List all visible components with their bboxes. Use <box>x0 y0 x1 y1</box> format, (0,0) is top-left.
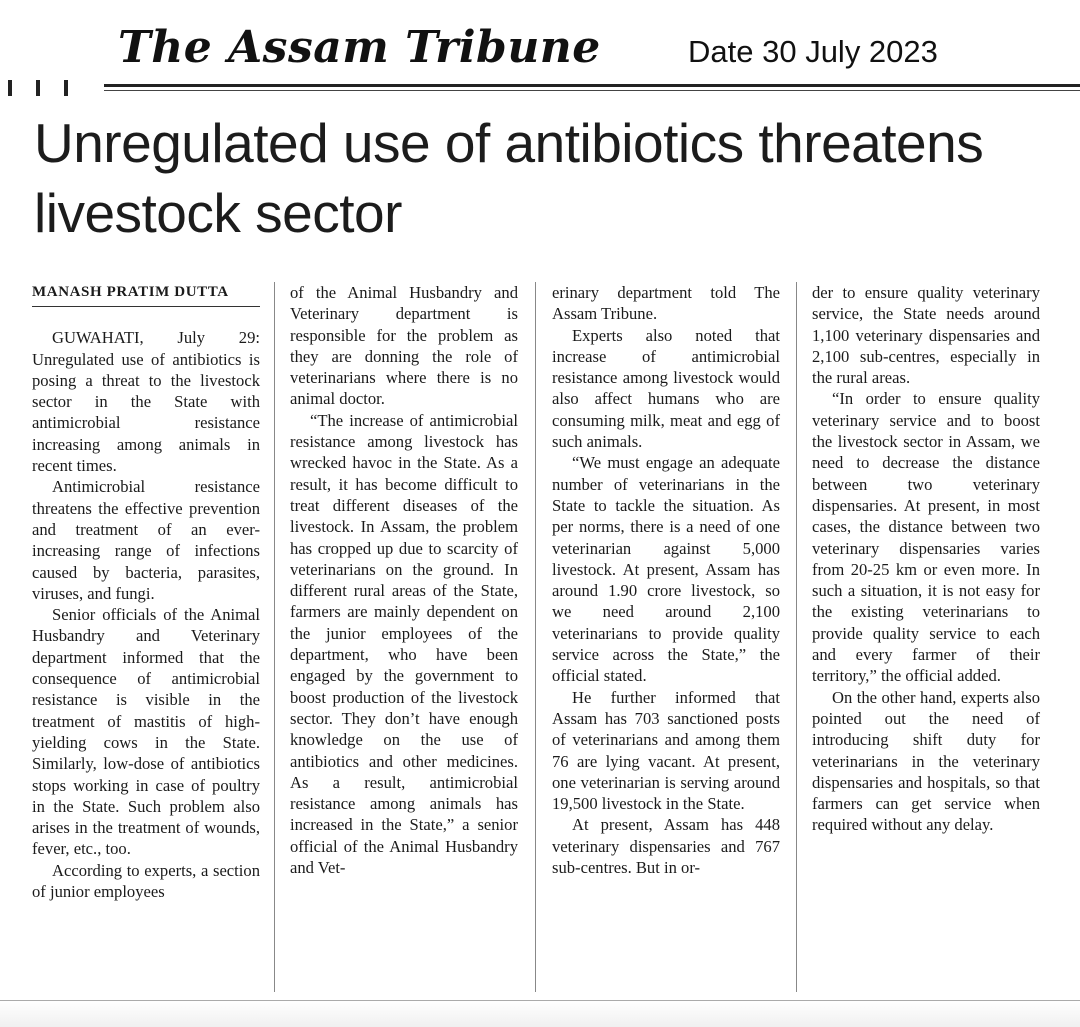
column-divider <box>535 282 536 992</box>
column-divider <box>274 282 275 992</box>
article-headline: Unregulated use of antibiotics threatens livestock sector <box>34 112 984 244</box>
date-label: Date 30 July 2023 <box>688 34 938 69</box>
header-rule-thin <box>104 90 1080 91</box>
article-column-4 <box>812 282 1040 836</box>
paragraph: He further informed that Assam has 703 sanctioned posts of veterinarians and among them 76 are lying vacant. At present, one veterinarian is serving around 19,500 livestock in the State. <box>552 687 780 814</box>
paragraph: Experts also noted that increase of antimicrobial resistance among livestock would also affect humans who are consuming milk, meat and egg of such animals. <box>552 325 780 452</box>
paragraph: Antimicrobial resistance threatens the effective prevention and treatment of an ever-increasing range of infections caused by bacteria, parasites, viruses, and fungi. <box>32 477 260 603</box>
paragraph: erinary department told The Assam Tribune. <box>552 283 780 324</box>
paragraph: At present, Assam has 448 veterinary dispensaries and 767 sub-centres. But in or- <box>552 815 780 878</box>
article-byline: MANASH PRATIM DUTTA <box>32 282 260 307</box>
paragraph: der to ensure quality veterinary service, the State needs around 1,100 veterinary dispensaries and 2,100 sub-centres, especially in the rural areas. <box>812 283 1040 388</box>
paragraph: of the Animal Husbandry and Veterinary department is responsible for the problem as they are donning the role of veterinarians where there is no animal doctor. <box>290 283 518 409</box>
newspaper-masthead: The Assam Tribune <box>118 22 601 73</box>
paragraph: “The increase of antimicrobial resistance among livestock has wrecked havoc in the State. As a result, it has become difficult to treat different diseases of the livestock. In Assam, the problem has cropped up due to scarcity of veterinarians on the ground. In different rural areas of the State, farmers are mainly dependent on the junior employees of the department, who have been engaged by the government to boost production of the livestock sector. They don’t have enough knowledge on the use of antibiotics and other medicines. As a result, antimicrobial resistance among animals has increased in the State,” a senior official of the Animal Husbandry and Vet- <box>290 410 518 878</box>
paragraph: GUWAHATI, July 29: Unregulated use of antibiotics is posing a threat to the livestock sector in the State with antimicrobial resistance increasing among animals in recent times. <box>32 328 260 476</box>
section-marker <box>0 80 90 96</box>
paragraph: “In order to ensure quality veterinary service and to boost the livestock sector in Assam, we need to decrease the distance between two veterinary dispensaries. At present, in most cases, the distance between two veterinary dispensaries varies from 20-25 km or even more. In such a situation, it is not easy for the existing veterinarians to provide quality service to each and every farmer of their territory,” the official added. <box>812 389 1040 686</box>
paragraph: On the other hand, experts also pointed out the need of introducing shift duty for veterinarians in the veterinary dispensaries and hospitals, so that farmers can get service when required without any delay. <box>812 687 1040 835</box>
paragraph: According to experts, a section of junior employees <box>32 860 260 902</box>
page-footer-edge <box>0 1000 1080 1027</box>
paragraph: Senior officials of the Animal Husbandry and Veterinary department informed that the consequence of antimicrobial resistance is visible in the treatment of mastitis of high- yielding cows in the State. Similarly, low-dose of antibiotics stops working in case of poultry in the State. Such problem also arises in the treatment of wounds, fever, etc., too. <box>32 605 260 859</box>
paragraph: “We must engage an adequate number of veterinarians in the State to tackle the situation. As per norms, there is a need of one veterinarian against 5,000 livestock. At present, Assam has around 1.90 crore livestock, so we need around 2,100 veterinarians to provide quality service across the State,” the official stated. <box>552 453 780 686</box>
column-divider <box>796 282 797 992</box>
article-column-1 <box>32 282 260 902</box>
header-rule <box>104 84 1080 87</box>
article-column-3 <box>552 282 780 878</box>
article-column-2 <box>290 282 518 878</box>
